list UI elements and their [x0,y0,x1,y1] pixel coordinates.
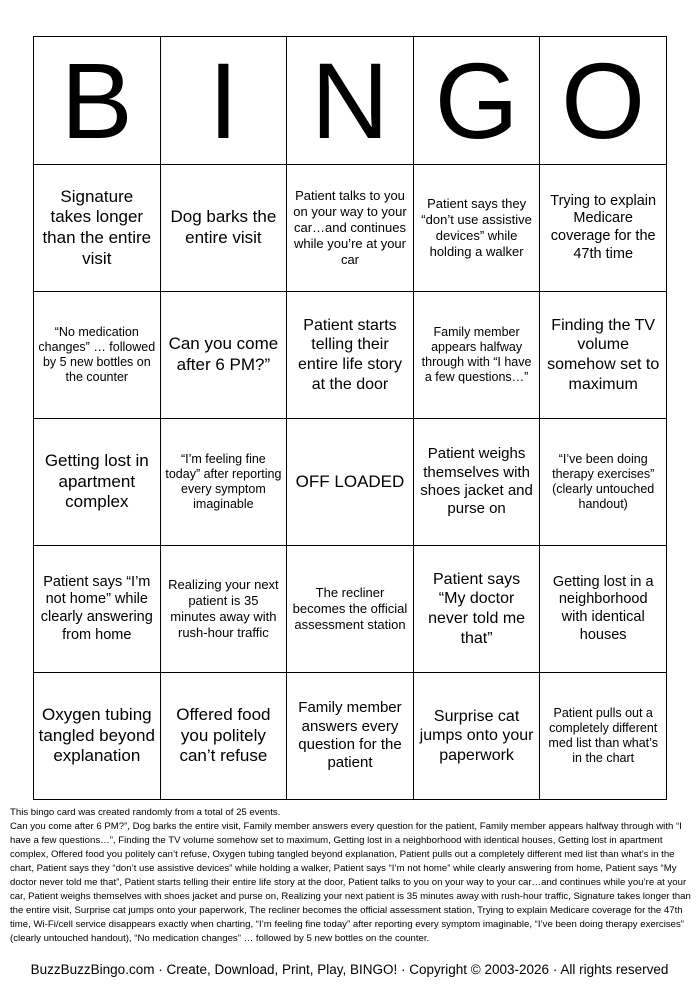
free-space-cell: OFF LOADED [287,419,414,546]
bingo-cell: “No medication changes” … followed by 5 new bottles on the counter [34,292,161,419]
header-letter-g: G [413,37,540,165]
event-list-note [10,806,694,946]
bingo-cell: Can you come after 6 PM?” [160,292,287,419]
bingo-cell: Patient says “I’m not home” while clearly answering from home [34,546,161,673]
bingo-cell: Getting lost in a neighborhood with identical houses [540,546,667,673]
bingo-cell: Surprise cat jumps onto your paperwork [413,673,540,800]
bingo-cell: Dog barks the entire visit [160,165,287,292]
bingo-cell: Patient pulls out a completely different med list than what’s in the chart [540,673,667,800]
header-letter-i: I [160,37,287,165]
bingo-row [34,673,667,800]
bingo-row [34,419,667,546]
bingo-row [34,546,667,673]
bingo-cell: Patient starts telling their entire life story at the door [287,292,414,419]
bingo-cell: The recliner becomes the official assessment station [287,546,414,673]
bingo-cell: Patient talks to you on your way to your car…and continues while you’re at your car [287,165,414,292]
bingo-cell: Patient says they “don’t use assistive devices” while holding a walker [413,165,540,292]
header-letter-n: N [287,37,414,165]
bingo-cell: Offered food you politely can’t refuse [160,673,287,800]
bingo-cell: Realizing your next patient is 35 minutes away with rush-hour traffic [160,546,287,673]
note-intro: This bingo card was created randomly from a total of 25 events. [10,807,281,818]
bingo-cell: “I’m feeling fine today” after reporting every symptom imaginable [160,419,287,546]
bingo-cell: “I’ve been doing therapy exercises” (clearly untouched handout) [540,419,667,546]
bingo-row [34,165,667,292]
header-letter-b: B [34,37,161,165]
note-event-list: Can you come after 6 PM?”, Dog barks the entire visit, Family member answers every question for the patient, Family member appears halfway through with “I have a few questions…”, Finding the TV volume somehow set to maximum, Getting lost in a neighborhood with identical houses, Getting lost in apartment complex, Offered food you politely can’t refuse, Oxygen tubing tangled beyond explanation, Patient pulls out a completely different med list than what’s in the chart, Patient says they “don’t use assistive devices” while holding a walker, Patient says “I’m not home” while clearly answering from home, Patient says “My doctor never told me that”, Patient starts telling their entire life story at the door, Patient talks to you on your way to your car…and continues while you’re at your car, Patient weighs themselves with shoes jacket and purse on, Realizing your next patient is 35 minutes away with rush-hour traffic, Signature takes longer than the entire visit, Surprise cat jumps onto your paperwork, The recliner becomes the official assessment station, Trying to explain Medicare coverage for the 47th time, Wi-Fi/cell service disappears exactly when charting, “I’m feeling fine today” after reporting every symptom imaginable, “I’ve been doing therapy exercises” (clearly untouched handout), “No medication changes” … followed by 5 new bottles on the counter. [10,821,691,944]
bingo-cell: Getting lost in apartment complex [34,419,161,546]
bingo-cell: Trying to explain Medicare coverage for the 47th time [540,165,667,292]
bingo-header-row [34,37,667,165]
bingo-cell: Patient weighs themselves with shoes jacket and purse on [413,419,540,546]
bingo-row [34,292,667,419]
footer-copyright: BuzzBuzzBingo.com · Create, Download, Print, Play, BINGO! · Copyright © 2003-2026 · All rights reserved [30,962,669,977]
bingo-cell: Family member answers every question for the patient [287,673,414,800]
bingo-cell: Family member appears halfway through with “I have a few questions…” [413,292,540,419]
bingo-cell: Oxygen tubing tangled beyond explanation [34,673,161,800]
bingo-card [33,36,667,800]
bingo-cell: Finding the TV volume somehow set to maximum [540,292,667,419]
bingo-cell: Patient says “My doctor never told me that” [413,546,540,673]
bingo-cell: Signature takes longer than the entire visit [34,165,161,292]
header-letter-o: O [540,37,667,165]
